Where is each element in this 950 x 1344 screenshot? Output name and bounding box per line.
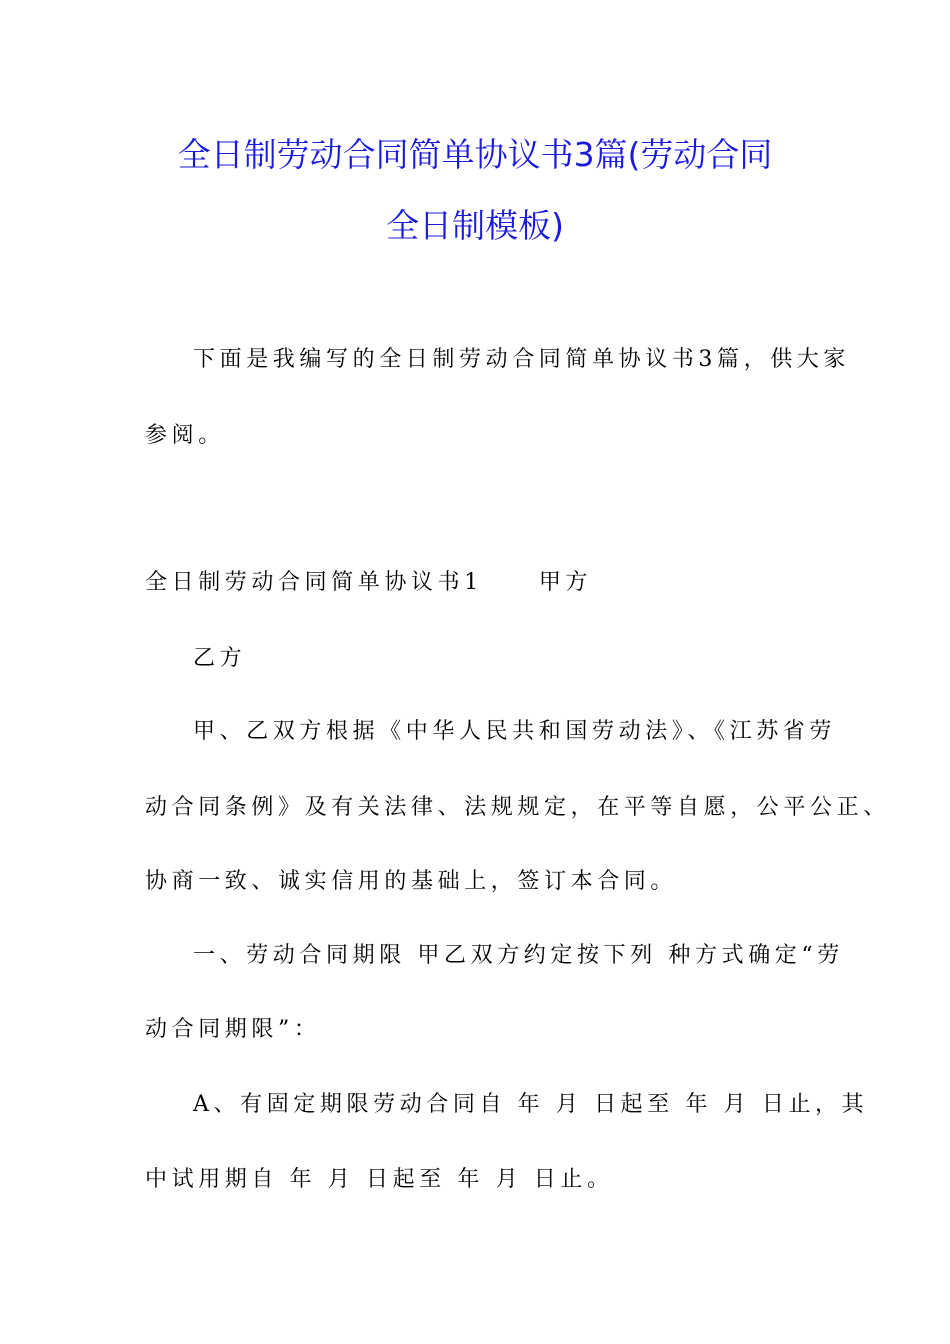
document-title-line-2: 全日制模板) [386, 206, 564, 245]
document-title-line-1: 全日制劳动合同简单协议书3篇(劳动合同 [177, 135, 773, 174]
party-a-label: 甲方 [538, 570, 593, 595]
intro-line-1: 下面是我编写的全日制劳动合同简单协议书3篇，供大家 [193, 347, 850, 372]
para2-line-2: 动合同期限”： [145, 1017, 321, 1042]
para3-line-1: A、有固定期限劳动合同自 年 月 日起至 年 月 日止，其 [193, 1092, 869, 1117]
para1-line-3: 协商一致、诚实信用的基础上，签订本合同。 [145, 869, 678, 894]
para1-line-2: 动合同条例》及有关法律、法规规定，在平等自愿，公平公正、 [145, 795, 890, 820]
para1-line-1: 甲、乙双方根据《中华人民共和国劳动法》、《江苏省劳 [193, 719, 837, 744]
party-b-label: 乙方 [193, 646, 247, 671]
para3-line-2: 中试用期自 年 月 日起至 年 月 日止。 [145, 1167, 614, 1192]
intro-line-2: 参阅。 [145, 423, 225, 448]
section-heading-row [145, 572, 592, 594]
para2-line-1: 一、劳动合同期限 甲乙双方约定按下列 种方式确定“劳 [193, 943, 844, 968]
section-heading: 全日制劳动合同简单协议书1 [145, 570, 483, 595]
